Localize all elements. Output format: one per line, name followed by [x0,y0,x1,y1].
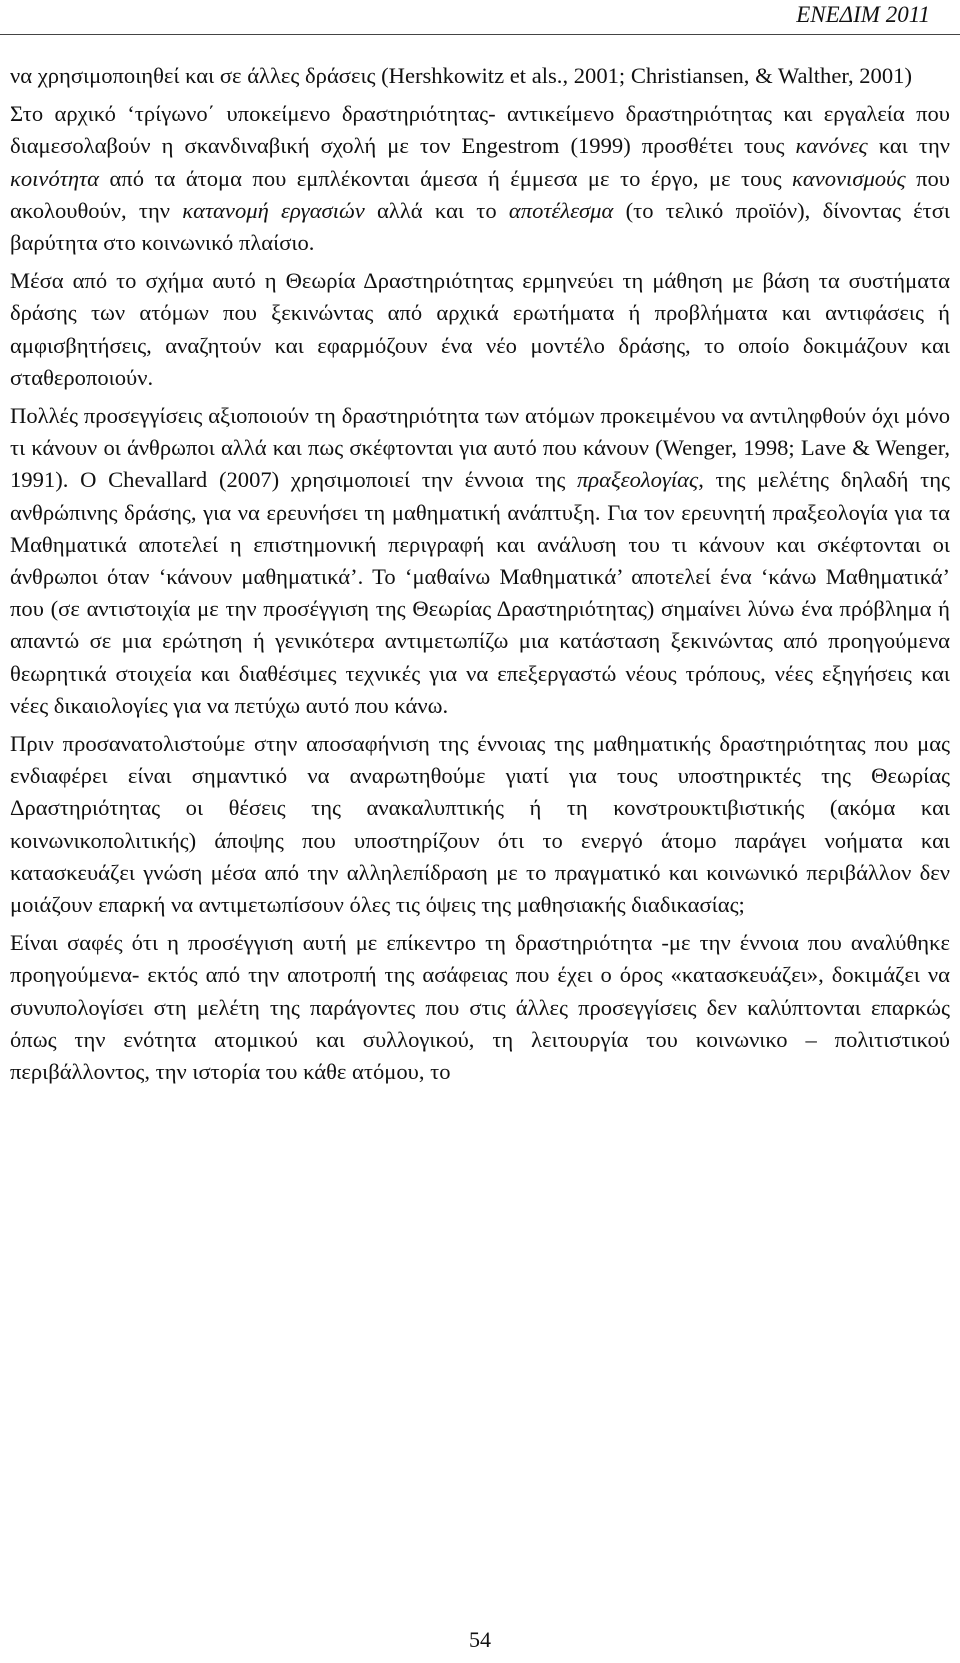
text-run: Είναι σαφές ότι η προσέγγιση αυτή με επίκεντρο τη δραστηριότητα -με την έννοια που αναλύθηκε προηγούμενα- εκτός από την αποτροπή της ασάφειας που έχει ο όρος «κατασκευάζει», δοκιμάζει να συνυπολογίσει στη μελέτη της παράγοντες που στις άλλες προσεγγίσεις δεν καλύπτονται επαρκώς όπως την ενότητα ατομικού και συλλογικού, τη λειτουργία του κοινωνικο – πολιτιστικού περιβάλλοντος, την ιστορία του κάθε ατόμου, το [10,930,950,1085]
italic-term: κανόνες [795,133,868,159]
text-run: να χρησιμοποιηθεί και σε άλλες δράσεις (Hershkowitz et als., 2001; Christiansen, & Walther, 2001) [10,63,912,88]
text-run: Πολλές προσεγγίσεις αξιοποιούν τη δραστηριότητα των ατόμων προκειμένου να αντιληφθούν όχι μόνο τι κάνουν οι άνθρωποι αλλά και πως σκέφτονται για αυτό που κάνουν (Wenger, 1998; Lave & Wenger, 1991). Ο Chevallard (2007) χρησιμοποιεί την έννοια της [10,403,950,493]
paragraph [10,98,950,259]
header-title: ΕΝΕΔΙΜ 2011 [796,2,930,27]
text-run: Στο αρχικό ‘τρίγωνο΄ υποκείμενο δραστηριότητας- αντικείμενο δραστηριότητας και εργαλεία που διαμεσολαβούν η σκανδιναβική σχολή με τον Engestrom (1999) προσθέτει τους [10,101,950,159]
header-divider [0,34,960,35]
text-run: Μέσα από το σχήμα αυτό η Θεωρία Δραστηριότητας ερμηνεύει τη μάθηση με βάση τα συστήματα δράσης των ατόμων που ξεκινώντας από αρχικά ερωτήματα ή προβλήματα και αντιφάσεις ή αμφισβητήσεις, αναζητούν και εφαρμόζουν ένα νέο μοντέλο δράσης, το οποίο δοκιμάζουν και σταθεροποιούν. [10,268,950,390]
italic-term: κατανομή εργασιών [182,197,365,223]
text-run: (το τελικό προϊόν), δίνοντας έτσι βαρύτητα στο κοινωνικό πλαίσιο. [10,197,950,256]
paragraph [10,265,950,394]
paragraph [10,927,950,1088]
italic-term: αποτέλεσμα [508,197,614,223]
text-run: που ακολουθούν, την [10,165,950,223]
paragraph [10,60,950,92]
text-run: από τα άτομα που εμπλέκονται άμεσα ή έμμεσα με το έργο, με τους [99,165,792,191]
text-run: Πριν προσανατολιστούμε στην αποσαφήνιση της έννοιας της μαθηματικής δραστηριότητας που μας ενδιαφέρει είναι σημαντικό να αναρωτηθούμε γιατί για τους υποστηρικτές της Θεωρίας Δραστηριότητας οι θέσεις της ανακαλυπτικής ή τη κονστρουκτιβιστικής (ακόμα και κοινωνικοπολιτικής) άποψης που υποστηρίζουν ότι το ενεργό άτομο παράγει νοήματα και κατασκευάζει γνώση μέσα από την αλληλεπίδραση με το πραγματικό και κοινωνικό περιβάλλον δεν μοιάζουν επαρκή να αντιμετωπίσουν όλες τις όψεις της μαθησιακής διαδικασίας; [10,731,950,918]
italic-term: κανονισμούς [791,165,906,191]
text-run: και την [867,133,951,159]
page-number: 54 [469,1627,491,1652]
text-run: αλλά και το [364,197,509,223]
page-header [0,0,960,40]
text-run: , της μελέτης δηλαδή της ανθρώπινης δράσης, για να ερευνήσει τη μαθηματική ανάπτυξη. Για τον ερευνητή πραξεολογία για τα Μαθηματικά αποτελεί η επιστημονική περιγραφή και ανάλυση του τι κάνουν και σκέφτονται οι άνθρωποι όταν ‘κάνουν μαθηματικά’. Το ‘μαθαίνω Μαθηματικά’ αποτελεί ένα ‘κάνω Μαθηματικά’ που (σε αντιστοιχία με την προσέγγιση της Θεωρίας Δραστηριότητας) σημαίνει λύνω ένα πρόβλημα ή απαντώ σε μια ερώτηση ή γενικότερα αντιμετωπίζω μια κατάσταση ξεκινώντας από προηγούμενα θεωρητικά στοιχεία και διαθέσιμες τεχνικές για να επεξεργαστώ νέους τρόπους, νέες εξηγήσεις και νέες δικαιολογίες για να πετύχω αυτό που κάνω. [10,467,950,718]
italic-term: κοινότητα [10,165,99,191]
italic-term: πραξεολογίας [576,467,699,493]
paragraph [10,400,950,722]
body-text [10,60,950,1094]
paragraph [10,728,950,921]
